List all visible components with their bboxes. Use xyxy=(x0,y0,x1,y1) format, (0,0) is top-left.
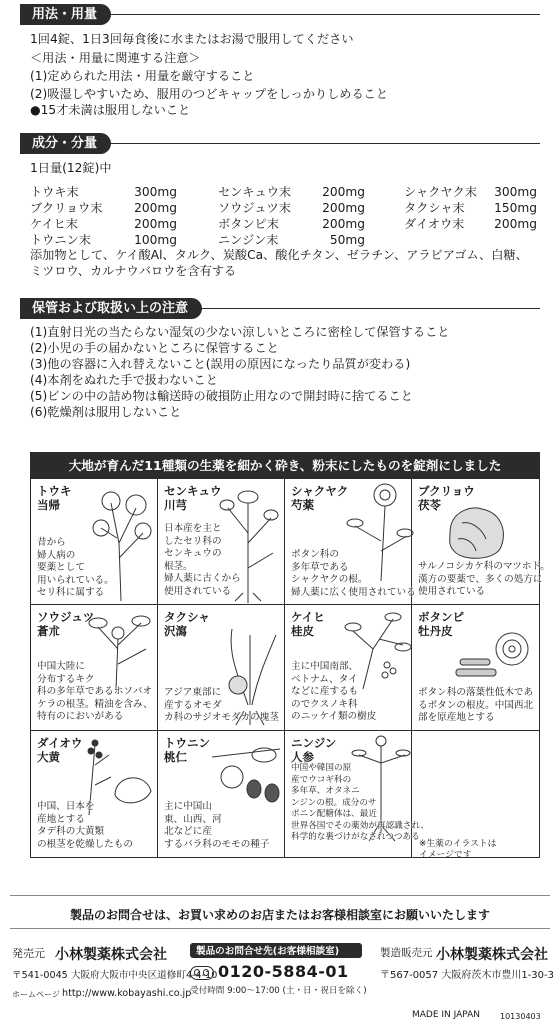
ingredient: トウキ末 300mg xyxy=(30,185,177,199)
made-in-label: MADE IN JAPAN xyxy=(412,1010,481,1020)
herb-description: 主に中国山 東、山西、河 北などに産 するバラ科のモモの種子 xyxy=(164,801,270,850)
ingredient: ニンジン末 50mg xyxy=(218,233,365,247)
herb-description: 主に中国南部、 ベトナム、タイ などに産するも のでクスノキ科 のニッケイ類の樹皮 xyxy=(291,661,377,722)
storage-line: (3)他の容器に入れ替えないこと(誤用の原因になったり品質が変わる) xyxy=(30,357,411,371)
herb-name: センキュウ 川芎 xyxy=(164,484,222,512)
seller-label: 発売元 xyxy=(12,947,45,960)
storage-heading: 保管および取扱い上の注意 xyxy=(20,298,202,319)
product-code: 10130403 xyxy=(500,1012,541,1021)
herb-name: トウキ 当帰 xyxy=(37,484,72,512)
storage-line: (4)本剤をぬれた手で扱わないこと xyxy=(30,373,218,387)
ingredient: シャクヤク末 300mg xyxy=(404,185,537,199)
herb-name: シャクヤク 芍薬 xyxy=(291,484,349,512)
dosage-line: 1回4錠、1日3回毎食後に水またはお湯で服用してください xyxy=(30,32,354,46)
herb-cell-sojutsu xyxy=(31,605,158,731)
herb-cell-botanpi xyxy=(412,605,539,731)
storage-line: (6)乾燥剤は服用しないこと xyxy=(30,405,182,419)
storage-line: (2)小児の手の届かないところに保管すること xyxy=(30,341,279,355)
tounin-illustration xyxy=(208,739,284,809)
herb-panel-title: 大地が育んだ11種類の生薬を細かく砕き、粉末にしたものを錠剤にしました xyxy=(31,453,539,479)
ingredient: センキュウ末 200mg xyxy=(218,185,365,199)
homepage-label: ホームページ xyxy=(12,990,60,999)
herb-description: ボタン科の落葉性低木であ るボタンの根皮。中国西北 部を原産地とする xyxy=(418,687,534,723)
ingredient: トウニン末 100mg xyxy=(30,233,177,247)
divider xyxy=(10,928,550,929)
freedial-icon xyxy=(190,966,214,980)
homepage-link[interactable]: http://www.kobayashi.co.jp xyxy=(62,988,192,999)
ingredients-header xyxy=(20,133,540,154)
contact-label: 製品のお問合せ先(お客様相談室) xyxy=(196,946,340,957)
dosage-line: (1)定められた用法・用量を厳守すること xyxy=(30,69,255,83)
herb-name: ニンジン 人参 xyxy=(291,736,337,764)
herb-cell-touki xyxy=(31,479,158,605)
herb-cell-keihi xyxy=(285,605,412,731)
dosage-header xyxy=(20,4,540,25)
daily-amount-label: 1日量(12錠)中 xyxy=(30,161,112,175)
herb-description: 中国大陸に 分布するキク 科の多年草であるホソバオ ケラの根茎。精油を含み、 特有のにおいがある xyxy=(37,661,153,722)
herb-cell-ninjin xyxy=(285,731,430,857)
herb-description: 中国や韓国の原 産でウコギ科の 多年草、オタネニ ンジンの根。成分のサ ポニン配糖体は、最近 世界各国でその薬効が再認識され、 科学的な裏づけがなされつつある xyxy=(291,763,430,842)
herb-description: サルノコシカケ科のマツホド。 漢方の要薬で、多くの処方に 使用されている xyxy=(418,561,550,597)
herb-description: 中国、日本を 産地とする タデ科の大黄類 の根茎を乾燥したもの xyxy=(37,801,133,850)
additives-line: ミツロウ、カルナウバロウを含有する xyxy=(30,264,237,278)
herb-description: アジア東部に 産するオモダ カ科のサジオモダカの塊茎 xyxy=(164,687,279,723)
seller-name: 小林製薬株式会社 xyxy=(55,947,167,963)
herb-cell-daio xyxy=(31,731,158,857)
maker-address: 〒567-0057 大阪府茨木市豊川1-30-3 xyxy=(380,970,554,981)
herb-name: ボタンピ 牡丹皮 xyxy=(418,610,464,638)
dosage-line: (2)吸湿しやすいため、服用のつどキャップをしっかりしめること xyxy=(30,87,389,101)
ingredient: ダイオウ末 200mg xyxy=(404,217,537,231)
herb-name: ソウジュツ 蒼朮 xyxy=(37,610,95,638)
ingredient: ケイヒ末 200mg xyxy=(30,217,177,231)
seller-address: 〒541-0045 大阪府大阪市中央区道修町4-4-10 xyxy=(12,970,218,981)
herb-name: トウニン 桃仁 xyxy=(164,736,210,764)
storage-line: (1)直射日光の当たらない湿気の少ない涼しいところに密栓して保管すること xyxy=(30,325,450,339)
bukuryo-illustration xyxy=(442,503,512,563)
herb-description: 日本産を主と したセリ科の センキュウの 根茎。 婦人薬に古くから 使用されている xyxy=(164,523,241,597)
maker-name: 小林製薬株式会社 xyxy=(436,947,548,963)
herb-name: ケイヒ 桂皮 xyxy=(291,610,325,638)
inquiry-text: 製品のお問合せは、お買い求めのお店またはお客様相談室にお願いいたします xyxy=(69,908,490,922)
dosage-line: ＜用法・用量に関連する注意＞ xyxy=(30,51,201,65)
herb-description: 昔から 婦人病の 要薬として 用いられている。 セリ科に属する xyxy=(37,537,114,598)
herb-cell-shakuyaku xyxy=(285,479,416,605)
storage-line: (5)ビンの中の詰め物は輸送時の破損防止用なので開封時に捨てること xyxy=(30,389,413,403)
herb-name: タクシャ 沢瀉 xyxy=(164,610,210,638)
herb-panel xyxy=(30,452,550,860)
storage-header xyxy=(20,298,540,319)
herb-cell-tounin xyxy=(158,731,285,857)
reception-hours: 受付時間 9:00～17:00 (土・日・祝日を除く) xyxy=(190,986,367,996)
additives-line: 添加物として、ケイ酸Al、タルク、炭酸Ca、酸化チタン、ゼラチン、アラビアゴム、白糖、 xyxy=(30,248,528,262)
ingredient: タクシャ末 150mg xyxy=(404,201,537,215)
ingredient: ボタンピ末 200mg xyxy=(218,217,365,231)
divider xyxy=(10,895,550,896)
herb-name: ダイオウ 大黄 xyxy=(37,736,83,764)
herb-cell-senkyu xyxy=(158,479,285,605)
illustration-note: ※生薬のイラストは イメージです xyxy=(419,839,497,860)
ingredient: ソウジュツ末 200mg xyxy=(218,201,365,215)
herb-cell-takusha xyxy=(158,605,285,731)
phone-number[interactable]: 0120-5884-01 xyxy=(218,962,349,981)
dosage-line: ●15才未満は服用しないこと xyxy=(30,103,191,117)
dosage-heading: 用法・用量 xyxy=(20,4,111,25)
ingredients-heading: 成分・分量 xyxy=(20,133,111,154)
maker-label: 製造販売元 xyxy=(380,947,433,959)
herb-description: ボタン科の 多年草である シャクヤクの根。 婦人薬に広く使用されている xyxy=(291,549,416,598)
herb-name: ブクリョウ 茯苓 xyxy=(418,484,475,512)
herb-cell-bukuryo xyxy=(412,479,550,605)
botanpi-illustration xyxy=(452,627,538,685)
ingredient: ブクリョウ末 200mg xyxy=(30,201,177,215)
